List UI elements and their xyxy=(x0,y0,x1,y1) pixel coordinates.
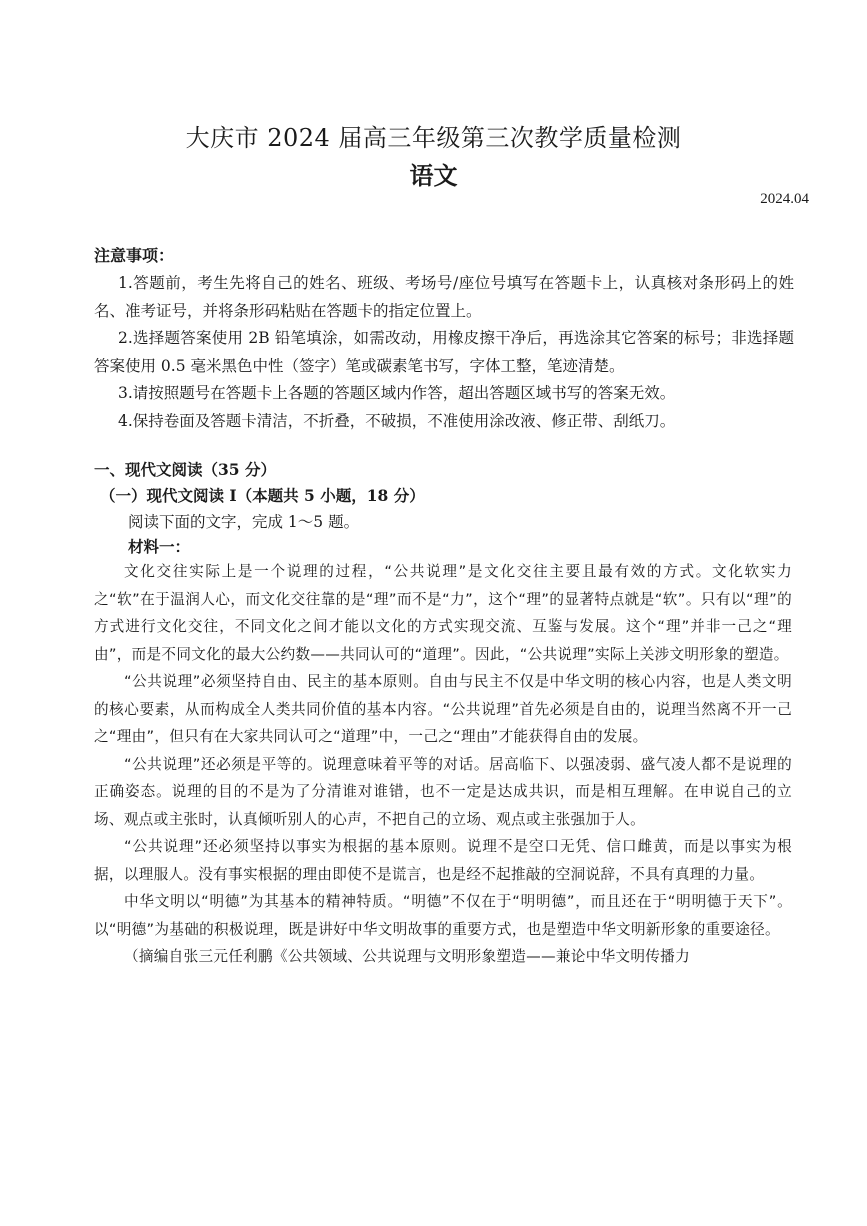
section-heading: 一、现代文阅读（35 分） xyxy=(94,460,276,479)
material-paragraph: 中华文明以“明德”为其基本的精神特质。“明德”不仅在于“明明德”，而且还在于“明明德于天下”。以“明德”为基础的积极说理，既是讲好中华文明故事的重要方式，也是塑造中华文明新形象的重要途径。 xyxy=(94,893,792,938)
exam-title: 大庆市 2024 届高三年级第三次教学质量检测 xyxy=(185,124,682,152)
material-source: （摘编自张三元任利鹏《公共领域、公共说理与文明形象塑造——兼论中华文明传播力 xyxy=(124,948,690,965)
subject-title: 语文 xyxy=(409,161,458,190)
notice-list xyxy=(94,270,794,435)
notice-item: 2.选择题答案使用 2B 铅笔填涂，如需改动，用橡皮擦干净后，再选涂其它答案的标号；非选择题答案使用 0.5 毫米黑色中性（签字）笔或碳素笔书写，字体工整，笔迹清楚。 xyxy=(94,329,794,375)
material-paragraph: 文化交往实际上是一个说理的过程，“公共说理”是文化交往主要且最有效的方式。文化软实力之“软”在于温润人心，而文化交往靠的是“理”而不是“力”，这个“理”的显著特点就是“软”。只有以“理”的方式进行文化交往，不同文化之间才能以文化的方式实现交流、互鉴与发展。这个“理”并非一己之“理由”，而是不同文化的最大公约数——共同认可的“道理”。因此，“公共说理”实际上关涉文明形象的塑造。 xyxy=(94,563,792,663)
material-paragraph: “公共说理”还必须是平等的。说理意味着平等的对话。居高临下、以强凌弱、盛气凌人都不是说理的正确姿态。说理的目的不是为了分清谁对谁错，也不一定是达成共识，而是相互理解。在申说自己的立场、观点或主张时，认真倾听别人的心声，不把自己的立场、观点或主张强加于人。 xyxy=(94,755,792,828)
material-paragraph: “公共说理”还必须坚持以事实为根据的基本原则。说理不是空口无凭、信口雌黄，而是以事实为根据，以理服人。没有事实根据的理由即使不是谎言，也是经不起推敲的空洞说辞，不具有真理的力量。 xyxy=(94,838,792,883)
notice-item: 1.答题前，考生先将自己的姓名、班级、考场号/座位号填写在答题卡上，认真核对条形码上的姓名、准考证号，并将条形码粘贴在答题卡的指定位置上。 xyxy=(94,274,794,320)
notice-item: 3.请按照题号在答题卡上各题的答题区域内作答，超出答题区域书写的答案无效。 xyxy=(118,384,676,402)
subsection-heading: （一）现代文阅读 I（本题共 5 小题，18 分） xyxy=(100,486,425,505)
material-text xyxy=(94,558,792,971)
material-paragraph: “公共说理”必须坚持自由、民主的基本原则。自由与民主不仅是中华文明的核心内容，也是人类文明的核心要素，从而构成全人类共同价值的基本内容。“公共说理”首先必须是自由的，说理当然离不开一己之“理由”，但只有在大家共同认可之“道理”中，一己之“理由”才能获得自由的发展。 xyxy=(94,673,792,745)
material-label: 材料一： xyxy=(128,537,191,556)
notice-item: 4.保持卷面及答题卡清洁，不折叠，不破损，不准使用涂改液、修正带、刮纸刀。 xyxy=(118,411,676,430)
reading-instruction: 阅读下面的文字，完成 1～5 题。 xyxy=(128,513,360,531)
notice-heading: 注意事项： xyxy=(94,246,175,265)
exam-date: 2024.04 xyxy=(760,191,809,207)
